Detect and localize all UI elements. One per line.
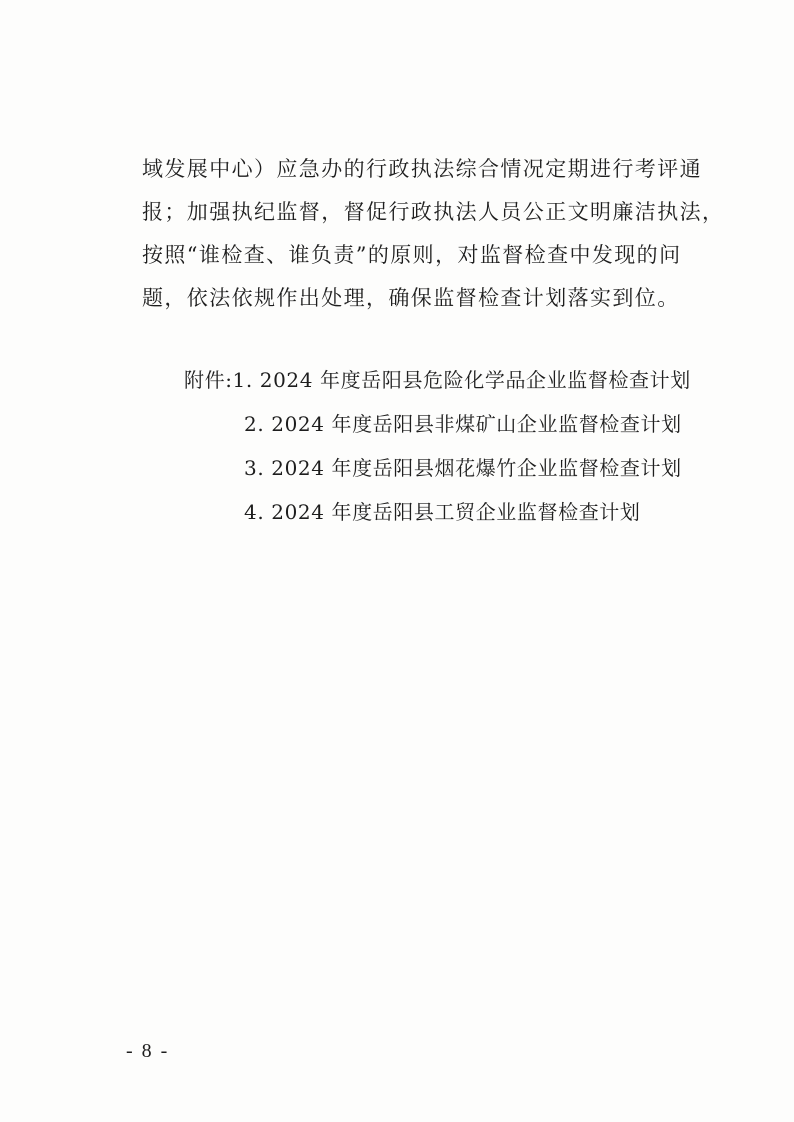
page-number: - 8 -	[126, 1040, 170, 1062]
attachment-item: 2. 2024 年度岳阳县非煤矿山企业监督检查计划	[244, 412, 682, 436]
paragraph-line: 域发展中心）应急办的行政执法综合情况定期进行考评通	[142, 157, 702, 181]
body-paragraph	[142, 148, 725, 320]
paragraph-line: 题，依法依规作出处理，确保监督检查计划落实到位。	[142, 286, 680, 310]
attachment-title: 1. 2024 年度岳阳县危险化学品企业监督检查计划	[232, 368, 691, 392]
attachments-list	[184, 358, 724, 534]
attachments-label: 附件:	[184, 368, 233, 392]
paragraph-line: 报；加强执纪监督，督促行政执法人员公正文明廉洁执法，	[142, 200, 725, 224]
attachment-item: 4. 2024 年度岳阳县工贸企业监督检查计划	[244, 500, 641, 524]
paragraph-line: 按照“谁检查、谁负责”的原则，对监督检查中发现的问	[142, 243, 682, 267]
attachment-item	[184, 358, 724, 402]
attachment-item: 3. 2024 年度岳阳县烟花爆竹企业监督检查计划	[244, 456, 682, 480]
